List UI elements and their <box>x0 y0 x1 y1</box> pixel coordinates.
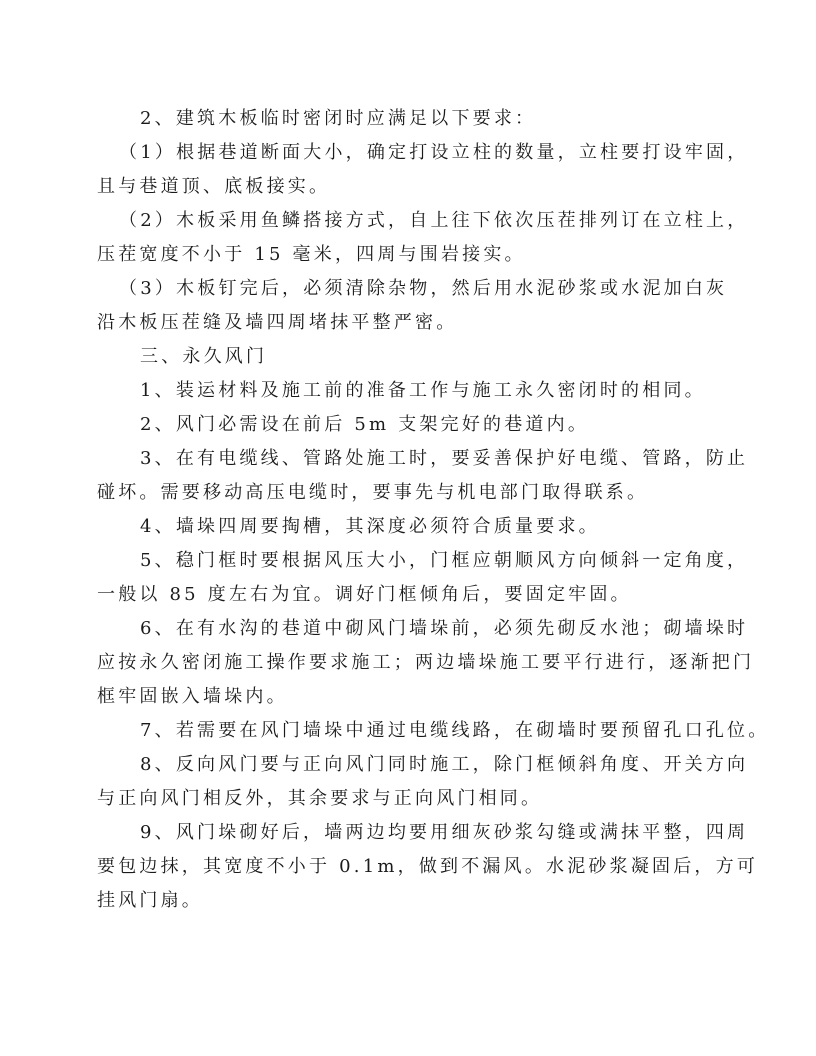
text-line: 沿木板压茬缝及墙四周堵抹平整严密。 <box>97 312 458 333</box>
text-line: 1、装运材料及施工前的准备工作与施工永久密闭时的相同。 <box>140 380 706 401</box>
text-line: 7、若需要在风门墙垛中通过电缆线路，在砌墙时要预留孔口孔位。 <box>140 720 770 741</box>
text-line: 三、永久风门 <box>140 346 268 367</box>
text-line: 压茬宽度不小于 15 毫米，四周与围岩接实。 <box>97 244 526 265</box>
document-page <box>97 102 770 918</box>
text-line: 2、风门必需设在前后 5m 支架完好的巷道内。 <box>140 414 590 435</box>
paragraph-requirement-2 <box>97 204 749 272</box>
text-line: （2）木板采用鱼鳞搭接方式，自上往下依次压茬排列订在立柱上， <box>119 210 749 231</box>
text-line: 3、在有电缆线、管路处施工时，要妥善保护好电缆、管路，防止 <box>140 448 749 469</box>
text-line: 碰坏。需要移动高压电缆时，要事先与机电部门取得联系。 <box>97 482 649 503</box>
text-line: 框牢固嵌入墙垛内。 <box>97 686 288 707</box>
paragraph-item-1 <box>97 374 721 408</box>
text-line: 挂风门扇。 <box>97 890 203 911</box>
section-heading-permanent-air-door <box>97 340 721 374</box>
paragraph-item-2 <box>97 408 721 442</box>
paragraph-item-5 <box>97 544 749 612</box>
text-line: 要包边抹，其宽度不小于 0.1m，做到不漏风。水泥砂浆凝固后，方可 <box>97 856 759 877</box>
text-line: 8、反向风门要与正向风门同时施工，除门框倾斜角度、开关方向 <box>140 754 749 775</box>
paragraph-item-4 <box>97 510 721 544</box>
text-line: 应按永久密闭施工操作要求施工；两边墙垛施工要平行进行，逐渐把门 <box>97 652 755 673</box>
text-line: 且与巷道顶、底板接实。 <box>97 176 331 197</box>
paragraph-item-7 <box>97 714 770 748</box>
paragraph-item-6 <box>97 612 755 714</box>
paragraph-wood-temporary-seal-heading <box>97 102 721 136</box>
text-line: 6、在有水沟的巷道中砌风门墙垛前，必须先砌反水池；砌墙垛时 <box>140 618 749 639</box>
paragraph-requirement-3 <box>97 272 728 340</box>
paragraph-item-3 <box>97 442 749 510</box>
text-line: 5、稳门框时要根据风压大小，门框应朝顺风方向倾斜一定角度， <box>140 550 749 571</box>
text-line: （3）木板钉完后，必须清除杂物，然后用水泥砂浆或水泥加白灰 <box>119 278 728 299</box>
text-line: 2、建筑木板临时密闭时应满足以下要求： <box>140 108 537 129</box>
text-line: （1）根据巷道断面大小，确定打设立柱的数量，立柱要打设牢固， <box>119 142 749 163</box>
text-line: 4、墙垛四周要掏槽，其深度必须符合质量要求。 <box>140 516 600 537</box>
text-line: 与正向风门相反外，其余要求与正向风门相同。 <box>97 788 543 809</box>
text-line: 一般以 85 度左右为宜。调好门框倾角后，要固定牢固。 <box>97 584 632 605</box>
paragraph-requirement-1 <box>97 136 749 204</box>
paragraph-item-8 <box>97 748 749 816</box>
paragraph-item-9 <box>97 816 759 918</box>
text-line: 9、风门垛砌好后，墙两边均要用细灰砂浆勾缝或满抹平整，四周 <box>140 822 749 843</box>
